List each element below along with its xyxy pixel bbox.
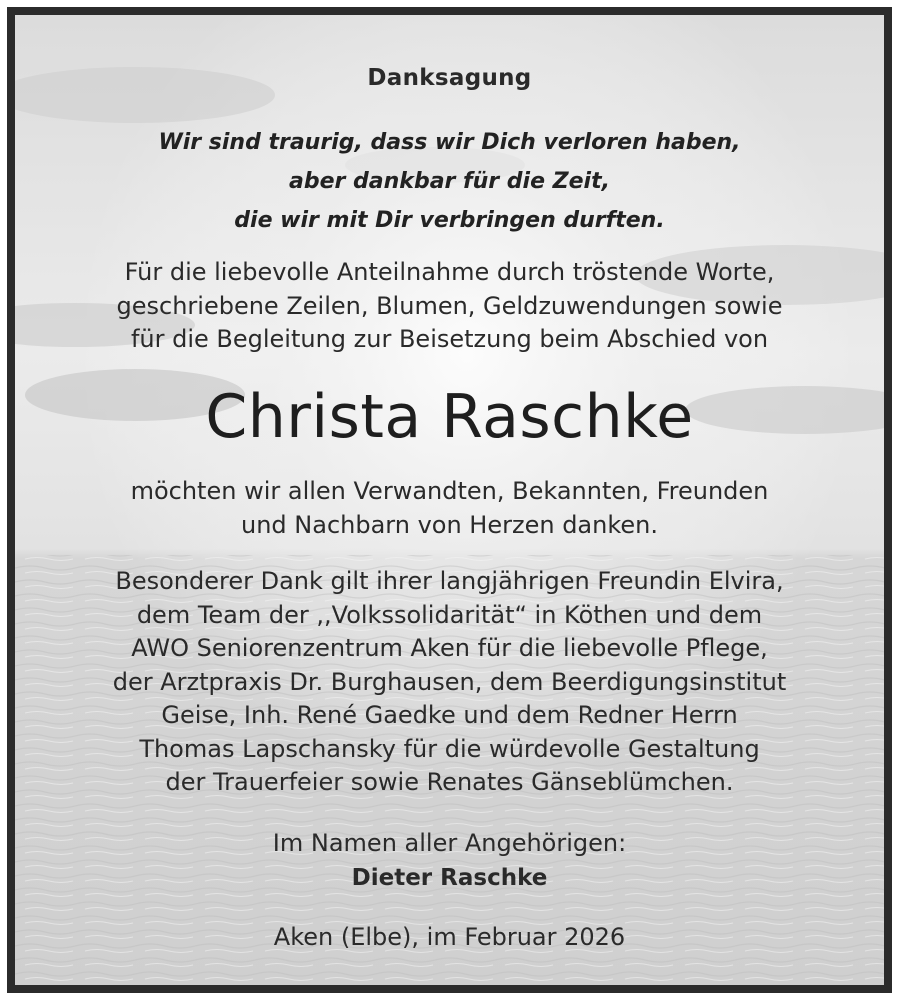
- special-thanks-line: Geise, Inh. René Gaedke und dem Redner Herrn: [161, 701, 738, 729]
- special-thanks-paragraph: [15, 565, 884, 800]
- obituary-card: [7, 7, 892, 993]
- special-thanks-line: der Trauerfeier sowie Renates Gänseblümchen.: [165, 768, 734, 796]
- intro-paragraph: [15, 256, 884, 357]
- closing-block: [15, 826, 884, 896]
- intro-line: geschriebene Zeilen, Blumen, Geldzuwendungen sowie: [116, 291, 783, 320]
- special-thanks-line: dem Team der ,,Volkssolidarität“ in Köthen und dem: [136, 600, 763, 629]
- thanks-paragraph: [15, 475, 884, 542]
- intro-line: Für die liebevolle Anteilnahme durch tröstende Worte,: [124, 258, 775, 286]
- motto-line: die wir mit Dir verbringen durften.: [234, 208, 665, 233]
- special-thanks-line: der Arztpraxis Dr. Burghausen, dem Beerdigungsinstitut: [112, 667, 787, 696]
- special-thanks-line: Thomas Lapschansky für die würdevolle Gestaltung: [139, 734, 760, 763]
- intro-line: für die Begleitung zur Beisetzung beim Abschied von: [130, 325, 769, 353]
- closing-line: Im Namen aller Angehörigen:: [272, 829, 627, 857]
- signer-name: Dieter Raschke: [351, 865, 548, 891]
- heading: Danksagung: [367, 65, 532, 91]
- motto-line: aber dankbar für die Zeit,: [289, 169, 610, 194]
- thanks-line: und Nachbarn von Herzen danken.: [241, 510, 658, 539]
- special-thanks-line: Besonderer Dank gilt ihrer langjährigen Freundin Elvira,: [115, 567, 784, 595]
- thanks-line: möchten wir allen Verwandten, Bekannten, Freunden: [130, 477, 769, 505]
- deceased-name: Christa Raschke: [205, 382, 694, 452]
- motto-line: Wir sind traurig, dass wir Dich verloren haben,: [158, 130, 741, 155]
- motto: [15, 123, 884, 240]
- special-thanks-line: AWO Seniorenzentrum Aken für die liebevolle Pflege,: [131, 634, 768, 662]
- place-date: Aken (Elbe), im Februar 2026: [273, 923, 626, 951]
